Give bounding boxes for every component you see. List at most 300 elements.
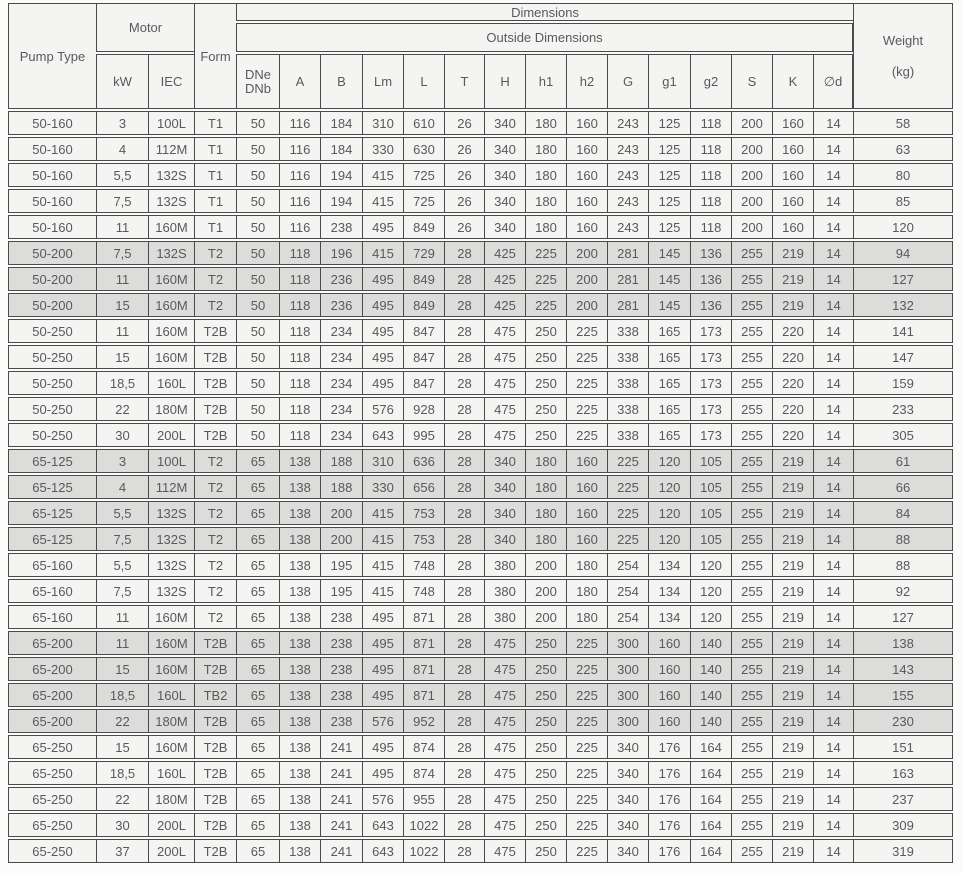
cell-od: 14 (813, 111, 853, 135)
cell-g: 338 (607, 345, 648, 369)
cell-s: 255 (731, 709, 772, 733)
cell-od: 14 (813, 579, 853, 603)
cell-g: 300 (607, 709, 648, 733)
cell-b: 188 (320, 475, 362, 499)
cell-form: T2 (194, 501, 236, 525)
cell-h: 425 (484, 293, 525, 317)
cell-od: 14 (813, 449, 853, 473)
cell-g: 338 (607, 319, 648, 343)
table-row (8, 579, 953, 603)
cell-weight: 120 (853, 215, 953, 239)
cell-pump-type: 50-250 (8, 319, 96, 343)
cell-weight: 88 (853, 527, 953, 551)
cell-s: 255 (731, 761, 772, 785)
cell-h2: 160 (566, 189, 607, 213)
cell-iec: 112M (148, 475, 194, 499)
cell-h: 475 (484, 371, 525, 395)
cell-dn: 65 (236, 553, 279, 577)
cell-a: 138 (279, 449, 320, 473)
table-body (8, 111, 953, 863)
cell-b: 241 (320, 761, 362, 785)
cell-lm: 310 (362, 449, 403, 473)
cell-g1: 145 (648, 293, 690, 317)
cell-h: 475 (484, 657, 525, 681)
cell-b: 241 (320, 787, 362, 811)
cell-b: 234 (320, 345, 362, 369)
cell-a: 138 (279, 813, 320, 837)
cell-kw: 22 (96, 709, 148, 733)
cell-g2: 105 (690, 527, 731, 551)
cell-h: 475 (484, 345, 525, 369)
cell-g: 281 (607, 293, 648, 317)
cell-od: 14 (813, 813, 853, 837)
cell-od: 14 (813, 839, 853, 863)
cell-iec: 180M (148, 397, 194, 421)
cell-weight: 63 (853, 137, 953, 161)
cell-g2: 136 (690, 293, 731, 317)
header-pump-type: Pump Type (8, 3, 96, 109)
cell-weight: 88 (853, 553, 953, 577)
cell-g1: 145 (648, 267, 690, 291)
cell-s: 255 (731, 553, 772, 577)
cell-a: 118 (279, 293, 320, 317)
cell-g2: 136 (690, 241, 731, 265)
cell-h2: 160 (566, 527, 607, 551)
cell-od: 14 (813, 267, 853, 291)
cell-g1: 176 (648, 839, 690, 863)
cell-kw: 7,5 (96, 527, 148, 551)
table-row (8, 709, 953, 733)
cell-lm: 330 (362, 475, 403, 499)
cell-iec: 160M (148, 657, 194, 681)
cell-form: T2 (194, 267, 236, 291)
cell-lm: 310 (362, 111, 403, 135)
cell-dn: 65 (236, 787, 279, 811)
cell-k: 219 (772, 657, 813, 681)
cell-kw: 37 (96, 839, 148, 863)
cell-k: 219 (772, 501, 813, 525)
cell-s: 255 (731, 527, 772, 551)
cell-h1: 250 (525, 683, 566, 707)
cell-od: 14 (813, 345, 853, 369)
cell-h1: 180 (525, 215, 566, 239)
cell-dn: 65 (236, 839, 279, 863)
cell-a: 118 (279, 345, 320, 369)
cell-g: 243 (607, 215, 648, 239)
cell-form: TB2 (194, 683, 236, 707)
cell-k: 219 (772, 813, 813, 837)
header-form: Form (194, 3, 236, 109)
cell-od: 14 (813, 735, 853, 759)
cell-g1: 134 (648, 553, 690, 577)
cell-g2: 140 (690, 631, 731, 655)
cell-l: 630 (403, 137, 444, 161)
cell-l: 871 (403, 631, 444, 655)
cell-h2: 225 (566, 839, 607, 863)
cell-form: T2B (194, 397, 236, 421)
cell-pump-type: 50-160 (8, 163, 96, 187)
cell-weight: 237 (853, 787, 953, 811)
cell-form: T2B (194, 319, 236, 343)
cell-t: 28 (444, 787, 484, 811)
cell-lm: 495 (362, 319, 403, 343)
cell-pump-type: 65-160 (8, 605, 96, 629)
cell-weight: 163 (853, 761, 953, 785)
cell-weight: 92 (853, 579, 953, 603)
cell-h1: 180 (525, 527, 566, 551)
cell-l: 1022 (403, 813, 444, 837)
cell-weight: 58 (853, 111, 953, 135)
cell-g2: 140 (690, 657, 731, 681)
cell-a: 118 (279, 397, 320, 421)
cell-pump-type: 65-125 (8, 527, 96, 551)
cell-kw: 3 (96, 111, 148, 135)
cell-form: T2B (194, 631, 236, 655)
table-row (8, 475, 953, 499)
cell-s: 255 (731, 267, 772, 291)
cell-kw: 7,5 (96, 241, 148, 265)
cell-k: 220 (772, 319, 813, 343)
header-col-g1: g1 (648, 54, 690, 109)
cell-kw: 11 (96, 605, 148, 629)
cell-s: 255 (731, 241, 772, 265)
cell-lm: 415 (362, 553, 403, 577)
cell-b: 188 (320, 449, 362, 473)
cell-lm: 643 (362, 423, 403, 447)
cell-l: 849 (403, 293, 444, 317)
cell-dn: 50 (236, 267, 279, 291)
cell-h2: 180 (566, 605, 607, 629)
cell-l: 847 (403, 319, 444, 343)
cell-kw: 7,5 (96, 189, 148, 213)
table-row (8, 423, 953, 447)
cell-g2: 173 (690, 397, 731, 421)
cell-iec: 132S (148, 527, 194, 551)
cell-dn: 65 (236, 579, 279, 603)
cell-dn: 65 (236, 449, 279, 473)
cell-s: 200 (731, 111, 772, 135)
cell-a: 116 (279, 163, 320, 187)
cell-l: 847 (403, 345, 444, 369)
cell-s: 255 (731, 449, 772, 473)
cell-g1: 120 (648, 501, 690, 525)
cell-h2: 225 (566, 787, 607, 811)
cell-iec: 132S (148, 579, 194, 603)
cell-l: 874 (403, 761, 444, 785)
table-row (8, 397, 953, 421)
cell-l: 656 (403, 475, 444, 499)
header-row-columns (8, 54, 953, 109)
cell-lm: 330 (362, 137, 403, 161)
cell-h1: 180 (525, 111, 566, 135)
cell-b: 236 (320, 293, 362, 317)
cell-weight: 143 (853, 657, 953, 681)
cell-iec: 160L (148, 371, 194, 395)
cell-h1: 200 (525, 553, 566, 577)
cell-od: 14 (813, 631, 853, 655)
cell-l: 952 (403, 709, 444, 733)
cell-h: 475 (484, 839, 525, 863)
cell-g: 338 (607, 371, 648, 395)
cell-kw: 4 (96, 475, 148, 499)
cell-lm: 415 (362, 527, 403, 551)
cell-k: 219 (772, 839, 813, 863)
cell-h: 475 (484, 631, 525, 655)
cell-h1: 180 (525, 475, 566, 499)
cell-weight: 66 (853, 475, 953, 499)
cell-k: 219 (772, 605, 813, 629)
cell-t: 28 (444, 605, 484, 629)
header-weight-unit: (kg) (891, 64, 915, 79)
cell-dn: 65 (236, 475, 279, 499)
pump-spec-sheet (0, 1, 963, 873)
cell-lm: 576 (362, 397, 403, 421)
cell-l: 636 (403, 449, 444, 473)
cell-dn: 65 (236, 605, 279, 629)
cell-g: 340 (607, 813, 648, 837)
cell-s: 255 (731, 319, 772, 343)
cell-form: T2B (194, 839, 236, 863)
cell-lm: 495 (362, 345, 403, 369)
cell-g2: 164 (690, 813, 731, 837)
cell-iec: 160M (148, 293, 194, 317)
cell-form: T2 (194, 293, 236, 317)
cell-form: T2 (194, 475, 236, 499)
cell-iec: 200L (148, 813, 194, 837)
cell-h: 475 (484, 423, 525, 447)
cell-form: T2B (194, 423, 236, 447)
cell-g1: 125 (648, 215, 690, 239)
cell-kw: 18,5 (96, 371, 148, 395)
cell-h: 340 (484, 527, 525, 551)
cell-h: 340 (484, 215, 525, 239)
cell-h2: 225 (566, 319, 607, 343)
cell-od: 14 (813, 475, 853, 499)
cell-g1: 160 (648, 709, 690, 733)
cell-h2: 225 (566, 683, 607, 707)
cell-iec: 160L (148, 761, 194, 785)
cell-g2: 173 (690, 371, 731, 395)
cell-g: 300 (607, 657, 648, 681)
cell-g2: 164 (690, 761, 731, 785)
cell-s: 255 (731, 345, 772, 369)
cell-weight: 319 (853, 839, 953, 863)
header-col-lm: Lm (362, 54, 403, 109)
cell-iec: 112M (148, 137, 194, 161)
cell-weight: 127 (853, 267, 953, 291)
cell-a: 138 (279, 761, 320, 785)
cell-g1: 176 (648, 735, 690, 759)
cell-kw: 18,5 (96, 761, 148, 785)
cell-h1: 250 (525, 345, 566, 369)
cell-g2: 120 (690, 605, 731, 629)
cell-dn: 50 (236, 189, 279, 213)
cell-h2: 180 (566, 579, 607, 603)
cell-b: 238 (320, 215, 362, 239)
cell-t: 28 (444, 397, 484, 421)
cell-g2: 118 (690, 111, 731, 135)
cell-form: T2B (194, 787, 236, 811)
cell-weight: 147 (853, 345, 953, 369)
cell-s: 255 (731, 475, 772, 499)
cell-dn: 65 (236, 813, 279, 837)
cell-g1: 125 (648, 137, 690, 161)
cell-h: 340 (484, 475, 525, 499)
cell-iec: 160L (148, 683, 194, 707)
cell-l: 847 (403, 371, 444, 395)
cell-s: 255 (731, 293, 772, 317)
cell-pump-type: 50-160 (8, 111, 96, 135)
cell-b: 236 (320, 267, 362, 291)
cell-pump-type: 65-250 (8, 761, 96, 785)
cell-g: 281 (607, 267, 648, 291)
cell-g2: 173 (690, 345, 731, 369)
cell-a: 138 (279, 501, 320, 525)
table-row (8, 241, 953, 265)
cell-od: 14 (813, 189, 853, 213)
cell-s: 255 (731, 787, 772, 811)
cell-dn: 65 (236, 631, 279, 655)
cell-lm: 415 (362, 501, 403, 525)
cell-g1: 165 (648, 423, 690, 447)
cell-g2: 105 (690, 501, 731, 525)
cell-h2: 160 (566, 501, 607, 525)
cell-h2: 200 (566, 293, 607, 317)
cell-s: 255 (731, 605, 772, 629)
cell-iec: 180M (148, 787, 194, 811)
cell-od: 14 (813, 397, 853, 421)
cell-h1: 250 (525, 319, 566, 343)
header-col-h1: h1 (525, 54, 566, 109)
cell-kw: 11 (96, 319, 148, 343)
cell-t: 26 (444, 111, 484, 135)
cell-l: 725 (403, 189, 444, 213)
cell-h2: 225 (566, 709, 607, 733)
cell-h1: 180 (525, 163, 566, 187)
cell-form: T2B (194, 657, 236, 681)
cell-form: T2B (194, 761, 236, 785)
cell-lm: 495 (362, 267, 403, 291)
cell-a: 116 (279, 215, 320, 239)
cell-t: 28 (444, 475, 484, 499)
cell-iec: 132S (148, 163, 194, 187)
cell-od: 14 (813, 709, 853, 733)
cell-pump-type: 65-125 (8, 449, 96, 473)
header-dne: DNe (245, 66, 272, 82)
cell-l: 729 (403, 241, 444, 265)
cell-pump-type: 65-200 (8, 657, 96, 681)
cell-g2: 164 (690, 839, 731, 863)
cell-dn: 50 (236, 293, 279, 317)
cell-t: 28 (444, 657, 484, 681)
cell-lm: 495 (362, 761, 403, 785)
cell-b: 238 (320, 709, 362, 733)
cell-form: T1 (194, 163, 236, 187)
cell-h1: 180 (525, 501, 566, 525)
cell-form: T2B (194, 709, 236, 733)
cell-iec: 160M (148, 631, 194, 655)
cell-k: 219 (772, 761, 813, 785)
cell-g: 254 (607, 553, 648, 577)
cell-weight: 84 (853, 501, 953, 525)
cell-k: 219 (772, 735, 813, 759)
header-col-s: S (731, 54, 772, 109)
cell-kw: 5,5 (96, 501, 148, 525)
cell-a: 118 (279, 423, 320, 447)
cell-t: 28 (444, 735, 484, 759)
cell-a: 138 (279, 657, 320, 681)
cell-weight: 61 (853, 449, 953, 473)
cell-b: 194 (320, 163, 362, 187)
cell-h2: 200 (566, 267, 607, 291)
cell-h2: 225 (566, 735, 607, 759)
header-col-l: L (403, 54, 444, 109)
cell-weight: 141 (853, 319, 953, 343)
cell-l: 849 (403, 215, 444, 239)
cell-iec: 200L (148, 839, 194, 863)
cell-k: 220 (772, 423, 813, 447)
cell-dn: 50 (236, 345, 279, 369)
header-col-g2: g2 (690, 54, 731, 109)
cell-form: T2B (194, 735, 236, 759)
cell-form: T1 (194, 111, 236, 135)
cell-form: T2 (194, 449, 236, 473)
cell-l: 928 (403, 397, 444, 421)
cell-lm: 495 (362, 657, 403, 681)
cell-t: 28 (444, 371, 484, 395)
pump-dimensions-table (8, 1, 953, 865)
cell-g1: 125 (648, 111, 690, 135)
cell-weight: 230 (853, 709, 953, 733)
cell-a: 138 (279, 683, 320, 707)
cell-t: 28 (444, 813, 484, 837)
cell-iec: 180M (148, 709, 194, 733)
table-row (8, 683, 953, 707)
cell-h2: 225 (566, 397, 607, 421)
cell-form: T1 (194, 189, 236, 213)
cell-t: 28 (444, 423, 484, 447)
cell-lm: 415 (362, 163, 403, 187)
cell-dn: 50 (236, 111, 279, 135)
cell-s: 255 (731, 631, 772, 655)
cell-weight: 85 (853, 189, 953, 213)
cell-k: 219 (772, 787, 813, 811)
cell-od: 14 (813, 215, 853, 239)
cell-iec: 100L (148, 111, 194, 135)
header-dimensions: Dimensions (236, 3, 853, 21)
cell-s: 200 (731, 137, 772, 161)
cell-s: 255 (731, 839, 772, 863)
cell-g1: 120 (648, 527, 690, 551)
cell-pump-type: 65-250 (8, 813, 96, 837)
cell-od: 14 (813, 553, 853, 577)
cell-h1: 180 (525, 137, 566, 161)
cell-dn: 65 (236, 735, 279, 759)
cell-g2: 164 (690, 735, 731, 759)
cell-g: 243 (607, 163, 648, 187)
cell-b: 196 (320, 241, 362, 265)
header-outside-dimensions: Outside Dimensions (236, 23, 853, 52)
cell-od: 14 (813, 787, 853, 811)
cell-pump-type: 65-125 (8, 501, 96, 525)
cell-a: 138 (279, 553, 320, 577)
cell-s: 255 (731, 813, 772, 837)
cell-s: 255 (731, 579, 772, 603)
cell-s: 255 (731, 371, 772, 395)
cell-l: 610 (403, 111, 444, 135)
cell-b: 238 (320, 631, 362, 655)
cell-b: 195 (320, 553, 362, 577)
